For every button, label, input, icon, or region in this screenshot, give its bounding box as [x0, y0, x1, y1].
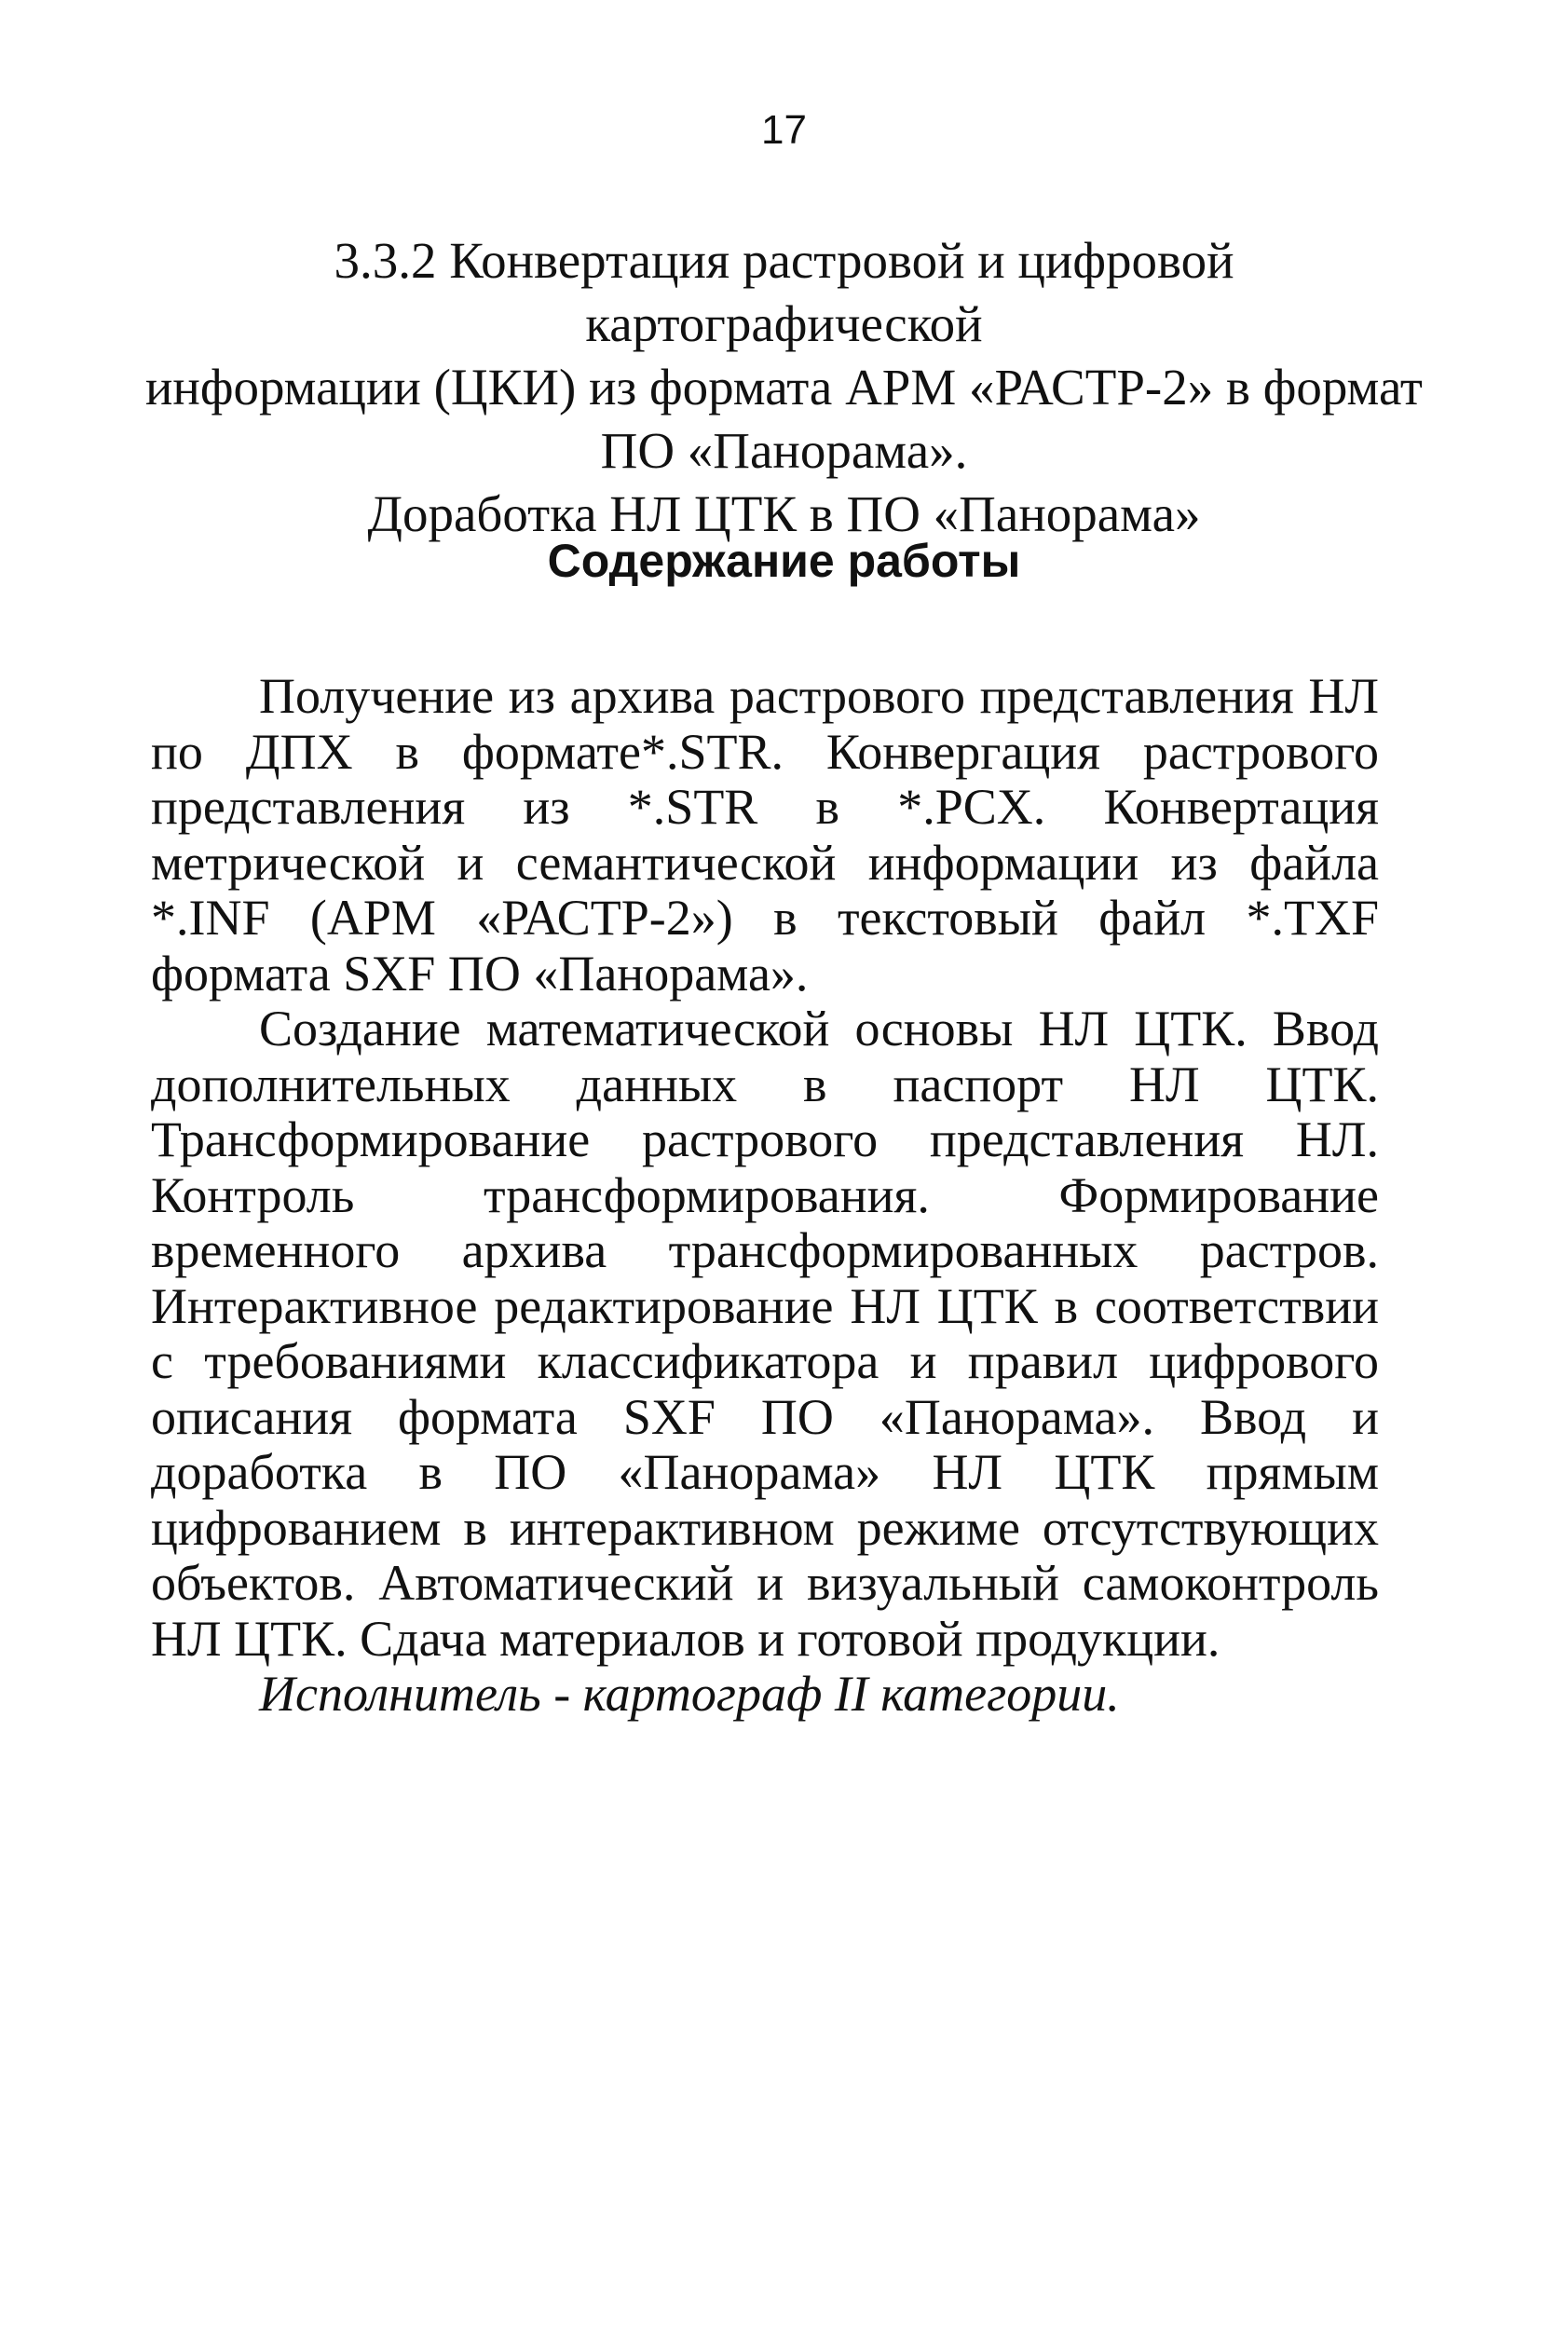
performer-line: Исполнитель - картограф II категории. — [259, 1666, 1120, 1722]
page-number: 17 — [761, 107, 807, 153]
section-heading — [130, 229, 1438, 546]
paragraph-2: Создание математической основы НЛ ЦТК. Ввод дополнительных данных в паспорт НЛ ЦТК. Трансформирование растрового представления НЛ. Контроль трансформирования. Формирование временного архива трансформированных растров. Интерактивное редактирование НЛ ЦТК в соответствии с требованиями классификатора и правил цифрового описания формата SXF ПО «Панорама». Ввод и доработка в ПО «Панорама» НЛ ЦТК прямым цифрованием в интерактивном режиме отсутствующих объектов. Автоматический и визуальный самоконтроль НЛ ЦТК. Сдача материалов и готовой продукции. — [151, 1001, 1379, 1667]
section-heading-line-1: 3.3.2 Конвертация растровой и цифровой картографической — [334, 232, 1234, 352]
paragraph-1: Получение из архива растрового представления НЛ по ДПХ в формате*.STR. Конвергация растрового представления из *.STR в *.PCX. Конвертация метрической и семантической информации из файла *.INF (АРМ «РАСТР-2») в текстовый файл *.TXF формата SXF ПО «Панорама». — [151, 668, 1379, 1002]
body-text — [151, 669, 1379, 1723]
section-heading-line-2: информации (ЦКИ) из формата АРМ «РАСТР-2» в формат — [145, 359, 1423, 416]
content-title: Содержание работы — [547, 535, 1021, 587]
section-heading-line-3: ПО «Панорама». — [600, 422, 968, 479]
section-heading-line-4: Доработка НЛ ЦТК в ПО «Панорама» — [367, 485, 1201, 542]
